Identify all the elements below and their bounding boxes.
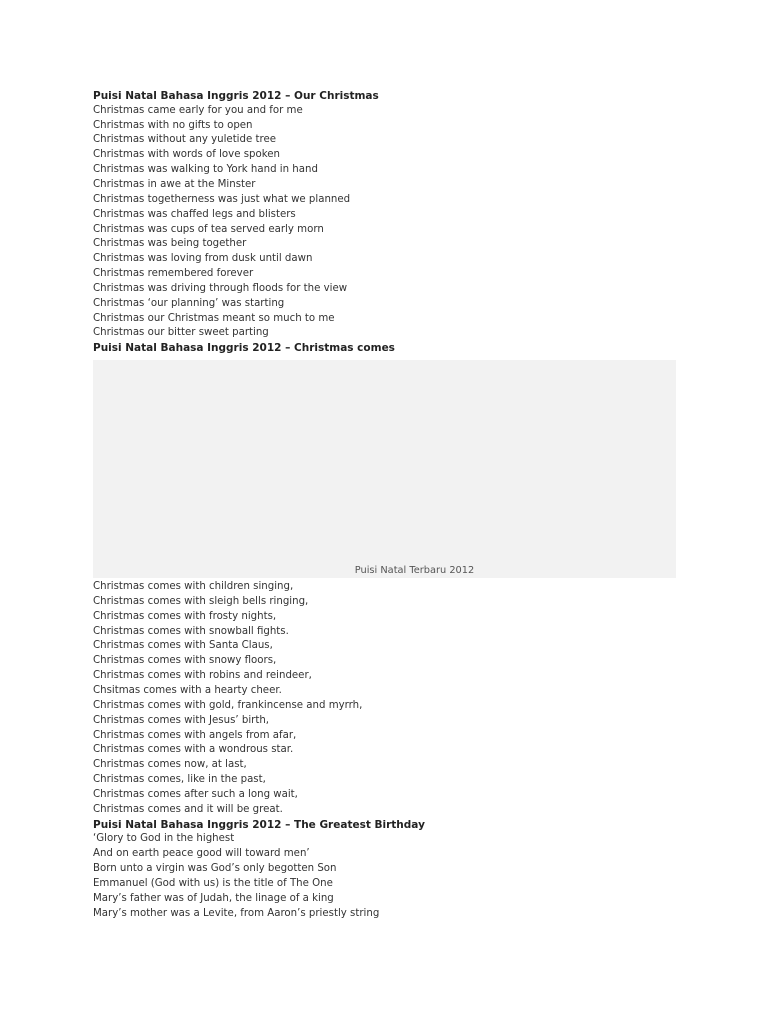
poem-line: Christmas comes with angels from afar, <box>93 729 297 741</box>
poem-line: Christmas comes with sleigh bells ringing, <box>93 595 309 607</box>
poem-line: ‘Glory to God in the highest <box>93 833 235 845</box>
poem-line: Christmas ‘our planning’ was starting <box>93 297 285 309</box>
poem-line: Christmas in awe at the Minster <box>93 179 256 191</box>
poem-line: Christmas comes with frosty nights, <box>93 610 277 622</box>
poem-line: Christmas comes with Jesus’ birth, <box>93 714 270 726</box>
poem-line: Christmas was driving through floods for the view <box>93 282 348 294</box>
poem-line: Christmas comes with Santa Claus, <box>93 640 273 652</box>
poem-line: Christmas was loving from dusk until dawn <box>93 253 313 265</box>
figure-caption: Puisi Natal Terbaru 2012 <box>354 565 475 577</box>
poem-line: Christmas came early for you and for me <box>93 104 303 116</box>
section-heading-christmas-comes: Puisi Natal Bahasa Inggris 2012 – Christmas comes <box>93 342 395 355</box>
poem-line: Christmas with no gifts to open <box>93 119 253 131</box>
poem-line: Mary’s mother was a Levite, from Aaron’s priestly string <box>93 907 380 919</box>
poem-line: Christmas was walking to York hand in hand <box>93 164 318 176</box>
poem-line: Christmas togetherness was just what we planned <box>93 193 351 205</box>
poem-line: Christmas comes with robins and reindeer, <box>93 670 312 682</box>
poem-line: Emmanuel (God with us) is the title of The One <box>93 877 333 889</box>
poem-line: Christmas was cups of tea served early morn <box>93 223 324 235</box>
poem-line: Christmas with words of love spoken <box>93 149 280 161</box>
poem-line: Christmas comes with snowball fights. <box>93 625 289 637</box>
poem-line: Born unto a virgin was God’s only begotten Son <box>93 863 337 875</box>
section-heading-our-christmas: Puisi Natal Bahasa Inggris 2012 – Our Christmas <box>93 90 379 102</box>
poem-line: Christmas comes after such a long wait, <box>93 788 298 800</box>
poem-line: Christmas comes, like in the past, <box>93 774 266 786</box>
poem-line: Christmas comes with snowy floors, <box>93 655 277 667</box>
poem-line: Chsitmas comes with a hearty cheer. <box>93 685 282 696</box>
poem-line: Christmas remembered forever <box>93 268 254 280</box>
poem-line: Christmas our bitter sweet parting <box>93 327 269 339</box>
poem-line: Christmas comes with gold, frankincense and myrrh, <box>93 699 363 711</box>
poem-line: Mary’s father was of Judah, the linage of a king <box>93 892 334 904</box>
poem-line: Christmas comes now, at last, <box>93 759 247 771</box>
poem-line: Christmas without any yuletide tree <box>93 134 276 146</box>
section-heading-greatest-birthday: Puisi Natal Bahasa Inggris 2012 – The Greatest Birthday <box>93 818 425 831</box>
image-placeholder <box>93 360 676 578</box>
poem-line: Christmas comes with a wondrous star. <box>93 744 294 756</box>
poem-line: Christmas comes with children singing, <box>93 581 294 593</box>
poem-line: Christmas our Christmas meant so much to me <box>93 312 335 324</box>
poem-line: And on earth peace good will toward men’ <box>93 848 310 860</box>
poem-line: Christmas comes and it will be great. <box>93 803 283 815</box>
poem-line: Christmas was being together <box>93 238 247 250</box>
document-body <box>93 89 693 921</box>
poem-line: Christmas was chaffed legs and blisters <box>93 208 296 220</box>
